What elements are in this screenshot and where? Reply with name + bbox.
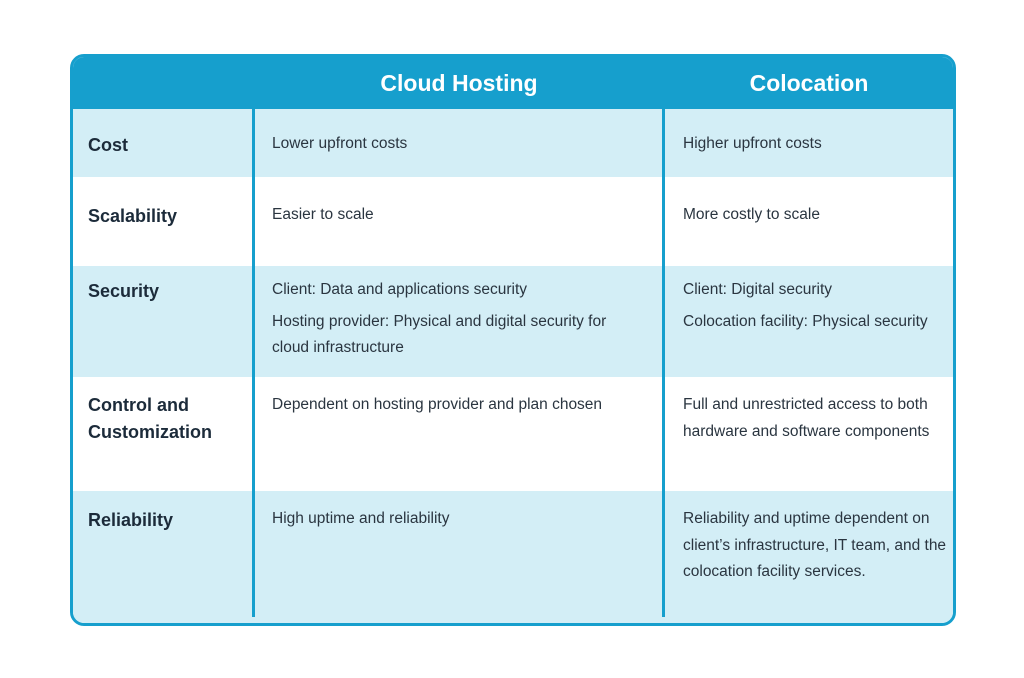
cell-text: Easier to scale [272,206,374,223]
colocation-cell [683,392,947,445]
table-row-cost [73,109,953,177]
table-row-security [73,266,953,377]
cell-text: Client: Data and applications security [272,281,528,298]
cell-text: Higher upfront costs [683,135,822,152]
cloud-cell [272,131,632,158]
table-row-scalability [73,177,953,266]
cloud-cell [272,506,632,533]
cell-text: Lower upfront costs [272,135,408,152]
header-colocation: Colocation [749,70,869,96]
cloud-cell [272,202,632,229]
colocation-cell [683,131,947,158]
cell-text: Dependent on hosting provider and plan chosen [272,396,603,413]
cell-text: More costly to scale [683,206,820,223]
table-header [73,57,953,109]
cloud-cell [272,392,632,419]
colocation-cell [683,506,947,586]
colocation-cell [683,277,947,335]
cell-text: Client: Digital security [683,281,833,298]
cell-text: Colocation facility: Physical security [683,312,928,330]
cell-text: Full and unrestricted access to both hardware and software components [683,396,930,440]
column-divider-2 [662,109,665,617]
table-row-control [73,377,953,491]
cell-text: Hosting provider: Physical and digital security for cloud infrastructure [272,312,607,356]
row-label: Reliability [88,510,174,530]
header-cloud-hosting: Cloud Hosting [380,70,538,96]
cell-text: Reliability and uptime dependent on client’s infrastructure, IT team, and the colocation facility services. [683,510,947,580]
row-label: Cost [88,135,128,155]
row-label: Security [88,281,160,301]
row-label: Scalability [88,206,178,226]
cloud-cell [272,277,632,362]
table-row-reliability [73,491,953,626]
row-label: Control and Customization [88,395,212,442]
cell-text: High uptime and reliability [272,510,450,527]
colocation-cell [683,202,947,229]
column-divider-1 [252,109,255,617]
comparison-table [70,54,956,626]
